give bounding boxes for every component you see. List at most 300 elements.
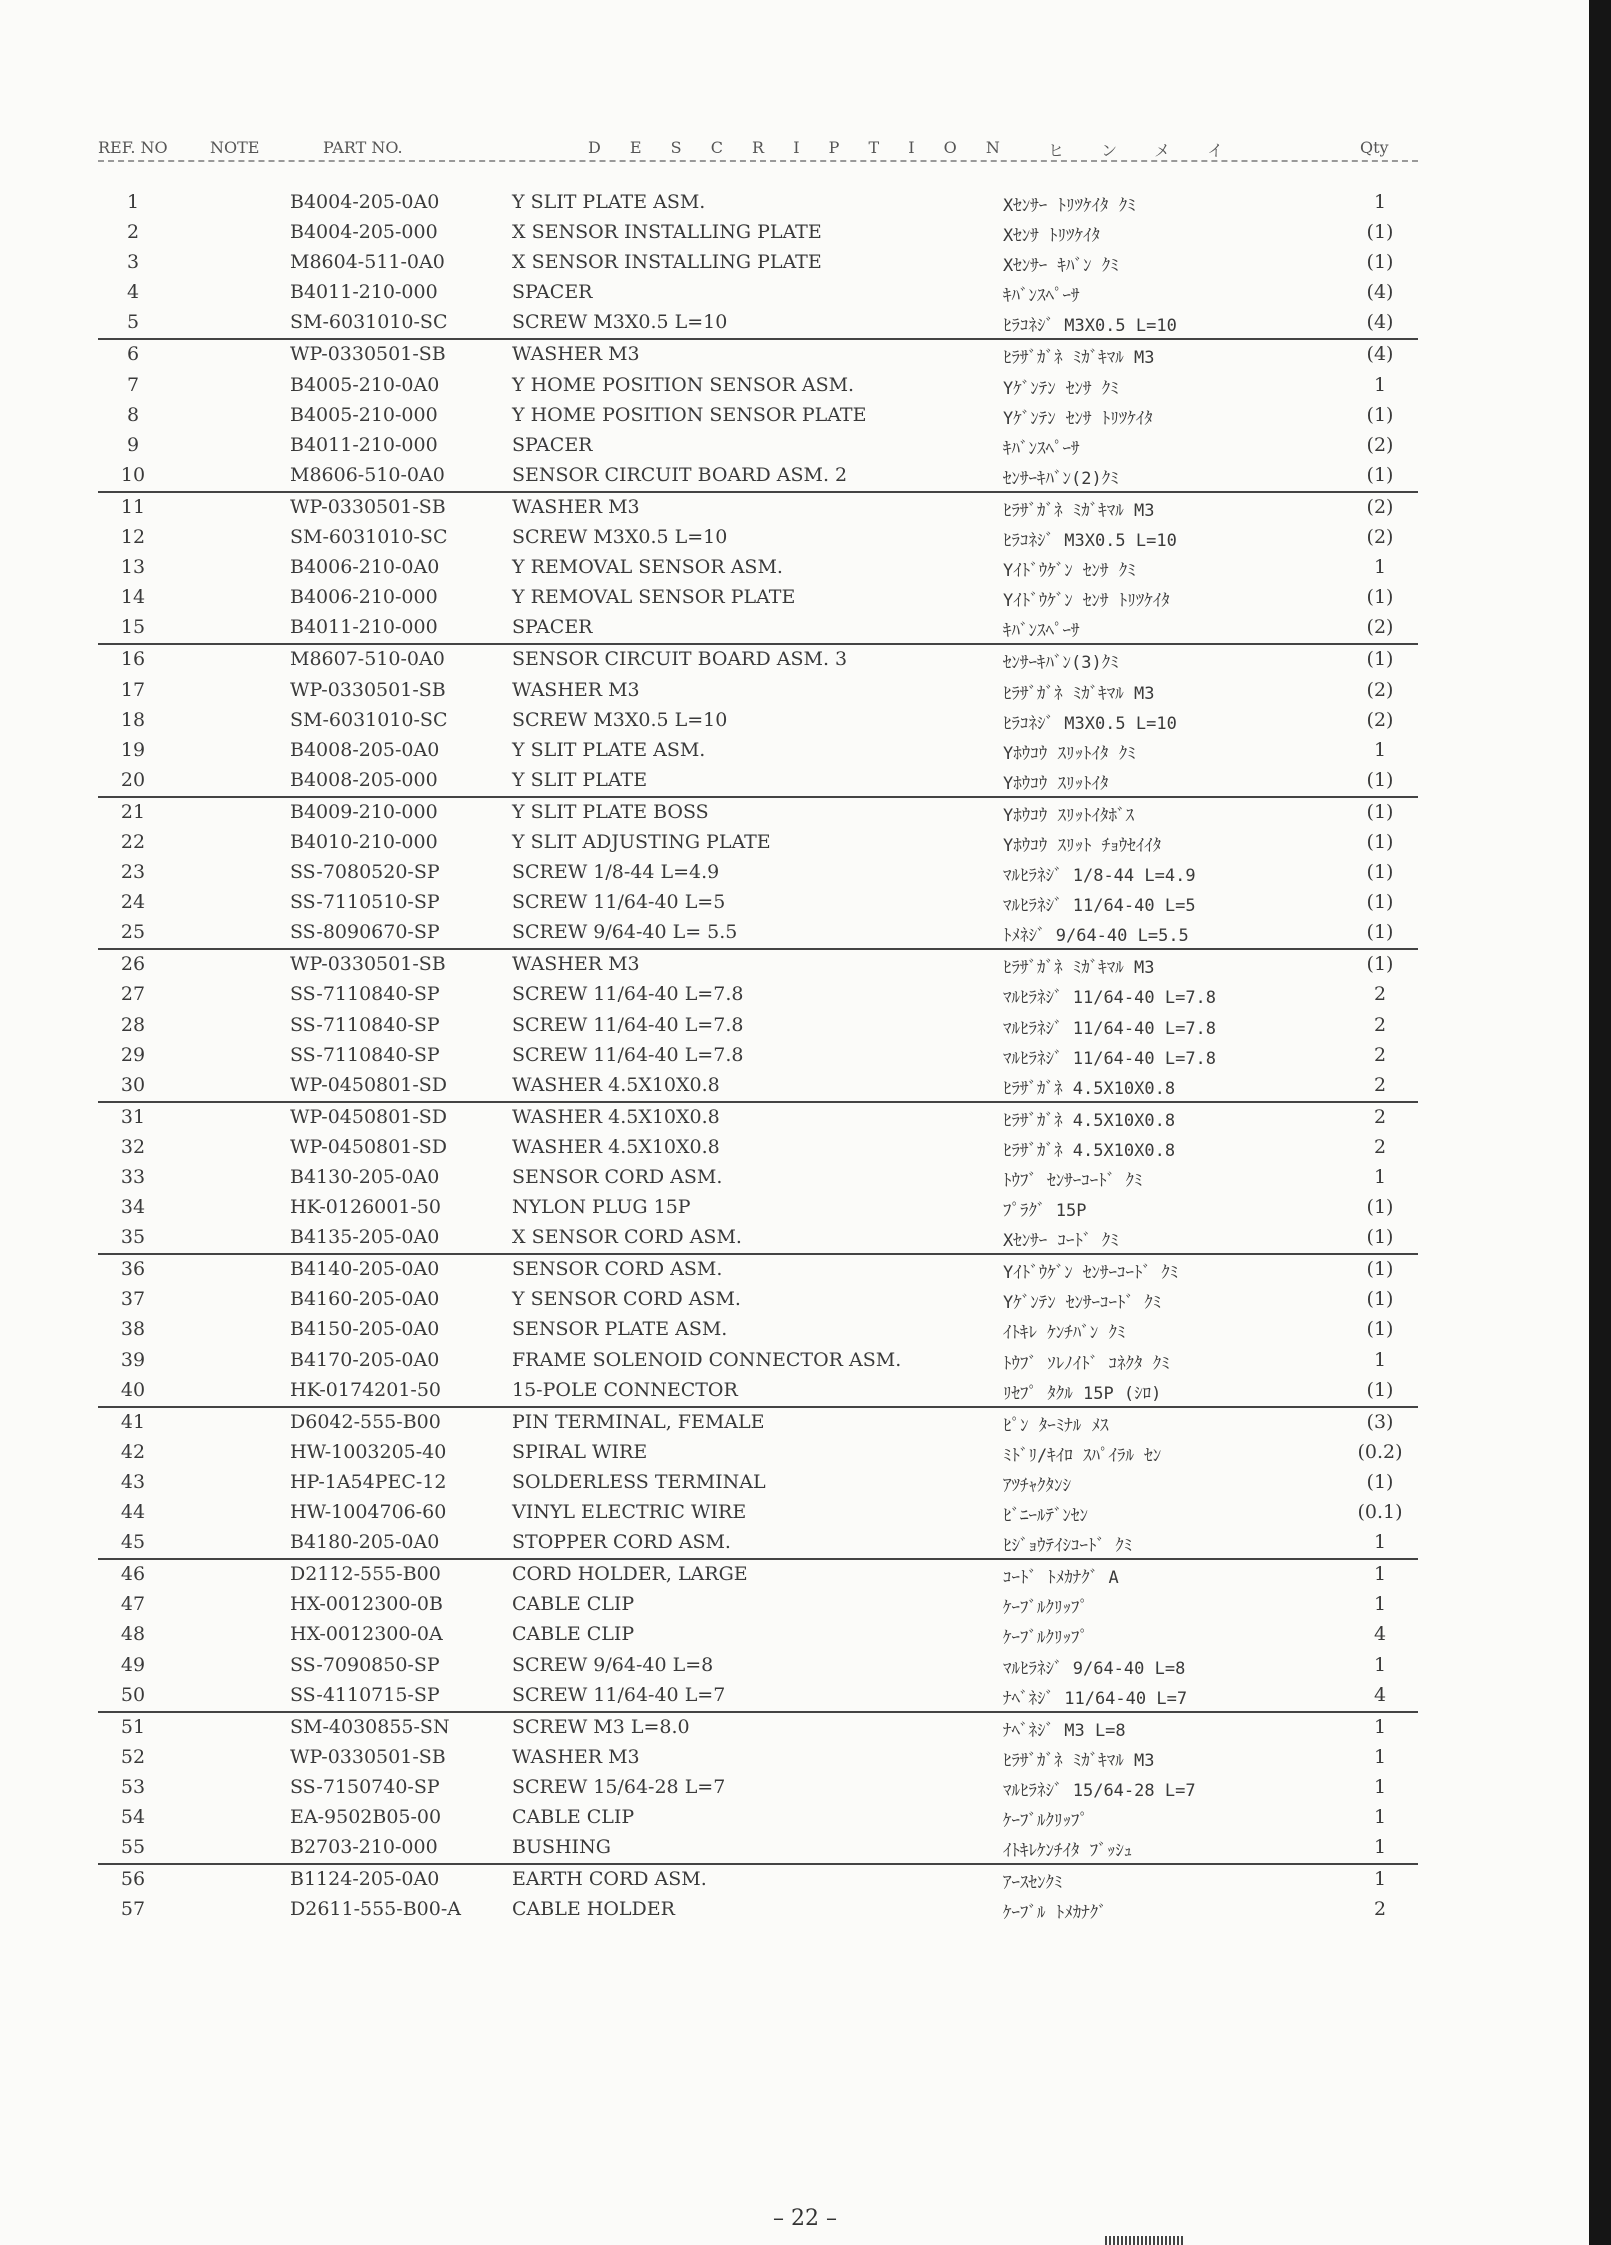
qty-cell: (2)	[1366, 616, 1394, 639]
part-no-cell: WP-0330501-SB	[290, 1745, 446, 1768]
description-cell: SPACER	[512, 616, 593, 639]
qty-cell: (1)	[1366, 953, 1394, 976]
part-no-cell: B4135-205-0A0	[290, 1226, 440, 1249]
kana-cell: Yｹﾞﾝﾃﾝ ｾﾝｻ ｸﾐ	[1003, 378, 1119, 399]
kana-cell: ﾋﾟﾝ ﾀｰﾐﾅﾙ ﾒｽ	[1003, 1415, 1109, 1436]
qty-cell: (1)	[1366, 800, 1394, 823]
description-cell: SENSOR CORD ASM.	[512, 1166, 723, 1188]
kana-cell: ﾋﾞﾆｰﾙﾃﾞﾝｾﾝ	[1003, 1506, 1088, 1527]
kana-cell: ｾﾝｻｰｷﾊﾞﾝ(2)ｸﾐ	[1003, 468, 1119, 489]
table-row	[98, 1346, 1418, 1376]
table-row	[98, 676, 1418, 706]
table-row	[98, 308, 1418, 338]
description-cell: SCREW 11/64-40 L=5	[512, 891, 726, 914]
part-no-cell: B4180-205-0A0	[290, 1531, 440, 1554]
ref-cell: 19	[120, 738, 146, 761]
kana-cell: ｹｰﾌﾞﾙｸﾘｯﾌﾟ	[1003, 1810, 1088, 1831]
description-cell: SCREW M3X0.5 L=10	[512, 526, 728, 549]
table-row	[98, 553, 1418, 583]
header-qty: Qty	[1360, 138, 1389, 157]
table-row	[98, 766, 1418, 796]
description-cell: SCREW M3X0.5 L=10	[512, 708, 728, 731]
ref-cell: 39	[120, 1348, 146, 1371]
table-row	[98, 1620, 1418, 1650]
ref-cell: 51	[120, 1715, 146, 1738]
description-cell: WASHER 4.5X10X0.8	[512, 1105, 720, 1128]
table-row	[98, 583, 1418, 613]
description-cell: 15-POLE CONNECTOR	[512, 1378, 738, 1401]
table-row	[98, 980, 1418, 1010]
part-no-cell: SS-4110715-SP	[290, 1683, 440, 1706]
description-cell: SCREW 11/64-40 L=7.8	[512, 1013, 744, 1036]
kana-cell: ﾘｾﾌﾟ ﾀｸﾙ 15P (ｼﾛ)	[1003, 1383, 1162, 1404]
part-no-cell: B4009-210-000	[290, 800, 438, 823]
qty-cell: 1	[1373, 1166, 1387, 1188]
part-no-cell: HW-1003205-40	[290, 1440, 447, 1463]
description-cell: Y SLIT ADJUSTING PLATE	[512, 830, 771, 853]
qty-cell: 1	[1373, 191, 1387, 213]
kana-cell: ﾏﾙﾋﾗﾈｼﾞ 1/8-44 L=4.9	[1003, 866, 1196, 887]
description-cell: SCREW M3X0.5 L=10	[512, 311, 728, 334]
part-no-cell: B4006-210-000	[290, 586, 438, 609]
table-row	[98, 461, 1418, 491]
table-row	[98, 1743, 1418, 1773]
kana-cell: ﾏﾙﾋﾗﾈｼﾞ 11/64-40 L=7.8	[1003, 1048, 1217, 1069]
ref-cell: 47	[120, 1593, 146, 1616]
header-kana: ヒ ン メ イ	[1048, 141, 1240, 160]
part-no-cell: B4010-210-000	[290, 830, 438, 853]
part-no-cell: B4004-205-000	[290, 221, 438, 244]
ref-cell: 1	[126, 191, 140, 213]
description-cell: SENSOR CORD ASM.	[512, 1258, 723, 1281]
qty-cell: 1	[1373, 1348, 1387, 1371]
ref-cell: 32	[120, 1135, 146, 1158]
qty-cell: 2	[1373, 1073, 1387, 1096]
table-row	[98, 371, 1418, 401]
kana-cell: ｾﾝｻｰｷﾊﾞﾝ(3)ｸﾐ	[1003, 653, 1119, 674]
ref-cell: 9	[126, 433, 140, 456]
table-row	[98, 1071, 1418, 1101]
description-cell: Y SLIT PLATE ASM.	[512, 191, 706, 213]
description-cell: WASHER M3	[512, 1745, 640, 1768]
table-row	[98, 888, 1418, 918]
ref-cell: 43	[120, 1470, 146, 1493]
qty-cell: 1	[1373, 1745, 1387, 1768]
qty-cell: (4)	[1366, 343, 1394, 366]
qty-cell: 2	[1373, 983, 1387, 1006]
ref-cell: 34	[120, 1196, 146, 1219]
qty-cell: (1)	[1366, 586, 1394, 609]
ref-cell: 13	[120, 556, 146, 579]
kana-cell: Xｾﾝｻｰ ｺｰﾄﾞ ｸﾐ	[1003, 1231, 1119, 1252]
ref-cell: 6	[126, 343, 140, 366]
ref-cell: 44	[120, 1501, 146, 1524]
part-no-cell: SM-6031010-SC	[290, 708, 448, 731]
kana-cell: Xｾﾝｻｰ ｷﾊﾞﾝ ｸﾐ	[1003, 256, 1119, 277]
kana-cell: ﾋﾗｻﾞｶﾞﾈ 4.5X10X0.8	[1003, 1110, 1176, 1131]
description-cell: SCREW M3 L=8.0	[512, 1715, 690, 1738]
ref-cell: 49	[120, 1653, 146, 1676]
description-cell: CABLE CLIP	[512, 1805, 635, 1828]
ref-cell: 10	[120, 463, 146, 486]
qty-cell: 4	[1373, 1623, 1387, 1646]
part-no-cell: WP-0330501-SB	[290, 343, 446, 366]
ref-cell: 57	[120, 1898, 146, 1921]
qty-cell: 1	[1373, 738, 1387, 761]
table-row	[98, 948, 1418, 980]
table-row	[98, 1253, 1418, 1285]
part-no-cell: D2611-555-B00-A	[290, 1898, 461, 1921]
kana-cell: ﾐﾄﾞﾘ/ｷｲﾛ ｽﾊﾟｲﾗﾙ ｾﾝ	[1003, 1445, 1162, 1466]
kana-cell: ﾄｳﾌﾞ ｿﾚﾉｲﾄﾞ ｺﾈｸﾀ ｸﾐ	[1003, 1353, 1170, 1374]
kana-cell: ﾋﾗｻﾞｶﾞﾈ ﾐｶﾞｷﾏﾙ M3	[1003, 958, 1155, 979]
ref-cell: 18	[120, 708, 146, 731]
kana-cell: ﾄﾒﾈｼﾞ 9/64-40 L=5.5	[1003, 926, 1189, 947]
description-cell: WASHER 4.5X10X0.8	[512, 1135, 720, 1158]
table-header	[98, 134, 1418, 162]
qty-cell: 1	[1373, 1805, 1387, 1828]
ref-cell: 40	[120, 1378, 146, 1401]
qty-cell: (2)	[1366, 433, 1394, 456]
ref-cell: 16	[120, 648, 146, 671]
kana-cell: Yｹﾞﾝﾃﾝ ｾﾝｻ ﾄﾘﾂｹｲﾀ	[1003, 408, 1153, 429]
kana-cell: ﾋﾗｻﾞｶﾞﾈ ﾐｶﾞｷﾏﾙ M3	[1003, 348, 1155, 369]
part-no-cell: HP-1A54PEC-12	[290, 1470, 447, 1493]
part-no-cell: SS-7080520-SP	[290, 861, 440, 884]
part-no-cell: B4160-205-0A0	[290, 1288, 440, 1311]
qty-cell: (1)	[1366, 1318, 1394, 1341]
table-row	[98, 736, 1418, 766]
table-row	[98, 1895, 1418, 1925]
table-row	[98, 1651, 1418, 1681]
qty-cell: (4)	[1366, 311, 1394, 334]
qty-cell: (1)	[1366, 1196, 1394, 1219]
kana-cell: ｱｰｽｾﾝｸﾐ	[1003, 1873, 1063, 1894]
qty-cell: (1)	[1366, 1378, 1394, 1401]
qty-cell: (2)	[1366, 678, 1394, 701]
part-no-cell: D2112-555-B00	[290, 1563, 441, 1586]
table-row	[98, 1438, 1418, 1468]
description-cell: SENSOR CIRCUIT BOARD ASM. 2	[512, 463, 848, 486]
ref-cell: 46	[120, 1563, 146, 1586]
kana-cell: ﾋﾗｺﾈｼﾞ M3X0.5 L=10	[1003, 316, 1177, 337]
kana-cell: Yｲﾄﾞｳｹﾞﾝ ｾﾝｻ ﾄﾘﾂｹｲﾀ	[1003, 591, 1170, 612]
part-no-cell: HK-0126001-50	[290, 1196, 442, 1219]
table-row	[98, 1193, 1418, 1223]
ref-cell: 23	[120, 861, 146, 884]
ref-cell: 33	[120, 1166, 146, 1188]
part-no-cell: SS-8090670-SP	[290, 921, 440, 944]
table-row	[98, 401, 1418, 431]
qty-cell: 1	[1373, 1653, 1387, 1676]
kana-cell: Yｲﾄﾞｳｹﾞﾝ ｾﾝｻｰｺｰﾄﾞ ｸﾐ	[1003, 1263, 1179, 1284]
ref-cell: 42	[120, 1440, 146, 1463]
description-cell: VINYL ELECTRIC WIRE	[512, 1501, 747, 1524]
kana-cell: Xｾﾝｻ ﾄﾘﾂｹｲﾀ	[1003, 226, 1100, 247]
qty-cell: 4	[1373, 1683, 1387, 1706]
qty-cell: 1	[1373, 1868, 1387, 1891]
description-cell: NYLON PLUG 15P	[512, 1196, 691, 1219]
part-no-cell: B4150-205-0A0	[290, 1318, 440, 1341]
description-cell: STOPPER CORD ASM.	[512, 1531, 731, 1554]
ref-cell: 2	[126, 221, 140, 244]
qty-cell: 1	[1373, 373, 1387, 396]
ref-cell: 48	[120, 1623, 146, 1646]
qty-cell: (2)	[1366, 495, 1394, 518]
description-cell: Y REMOVAL SENSOR ASM.	[512, 556, 783, 579]
kana-cell: ﾏﾙﾋﾗﾈｼﾞ 9/64-40 L=8	[1003, 1658, 1186, 1679]
kana-cell: Yﾎｳｺｳ ｽﾘｯﾄ ﾁｮｳｾｲｲﾀ	[1003, 835, 1162, 856]
table-row	[98, 1498, 1418, 1528]
description-cell: X SENSOR INSTALLING PLATE	[512, 221, 822, 244]
description-cell: SCREW 11/64-40 L=7	[512, 1683, 726, 1706]
table-row	[98, 1376, 1418, 1406]
qty-cell: (1)	[1366, 891, 1394, 914]
table-row	[98, 218, 1418, 248]
table-row	[98, 828, 1418, 858]
ref-cell: 20	[120, 768, 146, 791]
parts-table	[98, 188, 1418, 1925]
kana-cell: ｹｰﾌﾞﾙ ﾄﾒｶﾅｸﾞ	[1003, 1903, 1107, 1924]
description-cell: X SENSOR CORD ASM.	[512, 1226, 742, 1249]
qty-cell: 1	[1373, 1593, 1387, 1616]
description-cell: SCREW 15/64-28 L=7	[512, 1775, 726, 1798]
part-no-cell: WP-0450801-SD	[290, 1135, 447, 1158]
qty-cell: (1)	[1366, 861, 1394, 884]
description-cell: X SENSOR INSTALLING PLATE	[512, 251, 822, 274]
header-note: NOTE	[210, 138, 260, 157]
table-row	[98, 1133, 1418, 1163]
description-cell: Y SLIT PLATE ASM.	[512, 738, 706, 761]
part-no-cell: HX-0012300-0A	[290, 1623, 443, 1646]
qty-cell: 2	[1373, 1898, 1387, 1921]
description-cell: EARTH CORD ASM.	[512, 1868, 707, 1891]
qty-cell: (1)	[1366, 830, 1394, 853]
table-row	[98, 278, 1418, 308]
kana-cell: ﾅﾍﾞﾈｼﾞ M3 L=8	[1003, 1720, 1126, 1741]
kana-cell: ﾌﾟﾗｸﾞ 15P	[1003, 1201, 1087, 1222]
table-row	[98, 1011, 1418, 1041]
kana-cell: ｱﾂﾁｬｸﾀﾝｼ	[1003, 1475, 1071, 1496]
kana-cell: ｹｰﾌﾞﾙｸﾘｯﾌﾟ	[1003, 1598, 1088, 1619]
kana-cell: ﾅﾍﾞﾈｼﾞ 11/64-40 L=7	[1003, 1688, 1188, 1709]
table-row	[98, 1163, 1418, 1193]
part-no-cell: B4130-205-0A0	[290, 1166, 440, 1188]
part-no-cell: WP-0330501-SB	[290, 953, 446, 976]
part-no-cell: M8606-510-0A0	[290, 463, 445, 486]
ref-cell: 53	[120, 1775, 146, 1798]
ref-cell: 7	[126, 373, 140, 396]
qty-cell: (1)	[1366, 648, 1394, 671]
kana-cell: Xｾﾝｻｰ ﾄﾘﾂｹｲﾀ ｸﾐ	[1003, 196, 1136, 216]
qty-cell: 1	[1373, 1836, 1387, 1859]
qty-cell: (1)	[1366, 403, 1394, 426]
kana-cell: ﾋﾗｻﾞｶﾞﾈ 4.5X10X0.8	[1003, 1140, 1176, 1161]
description-cell: WASHER M3	[512, 495, 640, 518]
qty-cell: (1)	[1366, 221, 1394, 244]
qty-cell: (4)	[1366, 281, 1394, 304]
description-cell: Y HOME POSITION SENSOR ASM.	[512, 373, 855, 396]
qty-cell: (1)	[1366, 1288, 1394, 1311]
qty-cell: (1)	[1366, 768, 1394, 791]
ref-cell: 29	[120, 1043, 146, 1066]
ref-cell: 4	[126, 281, 140, 304]
table-row	[98, 1041, 1418, 1071]
description-cell: Y SLIT PLATE BOSS	[512, 800, 709, 823]
ref-cell: 54	[120, 1805, 146, 1828]
part-no-cell: B4006-210-0A0	[290, 556, 440, 579]
ref-cell: 41	[120, 1410, 146, 1433]
table-row	[98, 1773, 1418, 1803]
table-row	[98, 188, 1418, 218]
kana-cell: ﾋﾗｻﾞｶﾞﾈ ﾐｶﾞｷﾏﾙ M3	[1003, 683, 1155, 704]
part-no-cell: B4011-210-000	[290, 433, 438, 456]
qty-cell: (1)	[1366, 251, 1394, 274]
part-no-cell: B1124-205-0A0	[290, 1868, 440, 1891]
part-no-cell: WP-0450801-SD	[290, 1105, 447, 1128]
description-cell: SENSOR PLATE ASM.	[512, 1318, 728, 1341]
kana-cell: ﾏﾙﾋﾗﾈｼﾞ 11/64-40 L=7.8	[1003, 988, 1217, 1009]
table-row	[98, 523, 1418, 553]
qty-cell: 1	[1373, 1563, 1387, 1586]
qty-cell: 1	[1373, 1775, 1387, 1798]
kana-cell: ｲﾄｷﾚ ｹﾝﾁﾊﾞﾝ ｸﾐ	[1003, 1323, 1126, 1344]
kana-cell: ﾄｳﾌﾞ ｾﾝｻｰｺｰﾄﾞ ｸﾐ	[1003, 1171, 1143, 1191]
part-no-cell: EA-9502B05-00	[290, 1805, 442, 1828]
kana-cell: ﾋｼﾞｮｳﾃｲｼｺｰﾄﾞ ｸﾐ	[1003, 1536, 1133, 1557]
kana-cell: ｲﾄｷﾚｹﾝﾁｲﾀ ﾌﾞｯｼｭ	[1003, 1841, 1133, 1862]
description-cell: Y REMOVAL SENSOR PLATE	[512, 586, 796, 609]
ref-cell: 52	[120, 1745, 146, 1768]
ref-cell: 25	[120, 921, 146, 944]
description-cell: FRAME SOLENOID CONNECTOR ASM.	[512, 1348, 902, 1371]
table-row	[98, 431, 1418, 461]
description-cell: SPACER	[512, 281, 593, 304]
scan-edge	[1589, 0, 1611, 2245]
qty-cell: 1	[1373, 1715, 1387, 1738]
description-cell: BUSHING	[512, 1836, 611, 1859]
part-no-cell: B4140-205-0A0	[290, 1258, 440, 1281]
table-row	[98, 1803, 1418, 1833]
qty-cell: (0.2)	[1357, 1440, 1403, 1463]
qty-cell: 1	[1373, 1531, 1387, 1554]
qty-cell: (1)	[1366, 463, 1394, 486]
table-row	[98, 796, 1418, 828]
table-row	[98, 1833, 1418, 1863]
kana-cell: ｷﾊﾞﾝｽﾍﾟｰｻ	[1003, 621, 1080, 642]
header-description: D E S C R I P T I O N	[588, 138, 1012, 157]
description-cell: SCREW 9/64-40 L= 5.5	[512, 921, 738, 944]
ref-cell: 37	[120, 1288, 146, 1311]
qty-cell: (1)	[1366, 1470, 1394, 1493]
kana-cell: ﾋﾗｺﾈｼﾞ M3X0.5 L=10	[1003, 713, 1177, 734]
ref-cell: 31	[120, 1105, 146, 1128]
description-cell: SENSOR CIRCUIT BOARD ASM. 3	[512, 648, 848, 671]
ref-cell: 55	[120, 1836, 146, 1859]
header-ref-no: REF. NO	[98, 138, 168, 157]
qty-cell: (1)	[1366, 1258, 1394, 1281]
qty-cell: 2	[1373, 1013, 1387, 1036]
ref-cell: 15	[120, 616, 146, 639]
table-row	[98, 1406, 1418, 1438]
description-cell: Y HOME POSITION SENSOR PLATE	[512, 403, 867, 426]
description-cell: WASHER M3	[512, 953, 640, 976]
ref-cell: 8	[126, 403, 140, 426]
kana-cell: Yﾎｳｺｳ ｽﾘｯﾄｲﾀ	[1003, 773, 1109, 794]
part-no-cell: WP-0330501-SB	[290, 678, 446, 701]
kana-cell: ﾏﾙﾋﾗﾈｼﾞ 15/64-28 L=7	[1003, 1780, 1196, 1801]
part-no-cell: B4004-205-0A0	[290, 191, 440, 213]
table-row	[98, 1863, 1418, 1895]
ref-cell: 17	[120, 678, 146, 701]
description-cell: SCREW 1/8-44 L=4.9	[512, 861, 720, 884]
header-part-no: PART NO.	[323, 138, 403, 157]
part-no-cell: SS-7110840-SP	[290, 1013, 440, 1036]
part-no-cell: B4005-210-000	[290, 403, 438, 426]
part-no-cell: B4170-205-0A0	[290, 1348, 440, 1371]
description-cell: PIN TERMINAL, FEMALE	[512, 1410, 765, 1433]
table-row	[98, 613, 1418, 643]
table-row	[98, 1590, 1418, 1620]
qty-cell: (1)	[1366, 921, 1394, 944]
ref-cell: 24	[120, 891, 146, 914]
scan-mark	[1105, 2236, 1185, 2245]
part-no-cell: HX-0012300-0B	[290, 1593, 443, 1616]
table-row	[98, 1558, 1418, 1590]
description-cell: SPIRAL WIRE	[512, 1440, 648, 1463]
part-no-cell: B4011-210-000	[290, 616, 438, 639]
qty-cell: 2	[1373, 1135, 1387, 1158]
part-no-cell: WP-0330501-SB	[290, 495, 446, 518]
part-no-cell: B4008-205-000	[290, 768, 438, 791]
ref-cell: 36	[120, 1258, 146, 1281]
table-row	[98, 1315, 1418, 1345]
kana-cell: ﾏﾙﾋﾗﾈｼﾞ 11/64-40 L=7.8	[1003, 1018, 1217, 1039]
ref-cell: 21	[120, 800, 146, 823]
part-no-cell: SS-7150740-SP	[290, 1775, 440, 1798]
part-no-cell: WP-0450801-SD	[290, 1073, 447, 1096]
part-no-cell: B4005-210-0A0	[290, 373, 440, 396]
description-cell: SOLDERLESS TERMINAL	[512, 1470, 766, 1493]
ref-cell: 45	[120, 1531, 146, 1554]
table-row	[98, 858, 1418, 888]
description-cell: CORD HOLDER, LARGE	[512, 1563, 748, 1586]
description-cell: Y SENSOR CORD ASM.	[512, 1288, 741, 1311]
table-row	[98, 1468, 1418, 1498]
part-no-cell: SS-7090850-SP	[290, 1653, 440, 1676]
table-row	[98, 1528, 1418, 1558]
ref-cell: 27	[120, 983, 146, 1006]
part-no-cell: B4011-210-000	[290, 281, 438, 304]
part-no-cell: SS-7110510-SP	[290, 891, 440, 914]
kana-cell: Yﾎｳｺｳ ｽﾘｯﾄｲﾀ ｸﾐ	[1003, 743, 1136, 764]
part-no-cell: M8607-510-0A0	[290, 648, 445, 671]
table-row	[98, 338, 1418, 370]
part-no-cell: B4008-205-0A0	[290, 738, 440, 761]
part-no-cell: SS-7110840-SP	[290, 1043, 440, 1066]
ref-cell: 12	[120, 526, 146, 549]
ref-cell: 11	[120, 495, 146, 518]
description-cell: WASHER M3	[512, 343, 640, 366]
ref-cell: 28	[120, 1013, 146, 1036]
page-number: – 22 –	[773, 2206, 837, 2231]
ref-cell: 38	[120, 1318, 146, 1341]
table-row	[98, 706, 1418, 736]
kana-cell: ｺｰﾄﾞ ﾄﾒｶﾅｸﾞ A	[1003, 1568, 1119, 1589]
qty-cell: (1)	[1366, 1226, 1394, 1249]
header-divider	[98, 160, 1418, 162]
kana-cell: ｹｰﾌﾞﾙｸﾘｯﾌﾟ	[1003, 1628, 1088, 1649]
